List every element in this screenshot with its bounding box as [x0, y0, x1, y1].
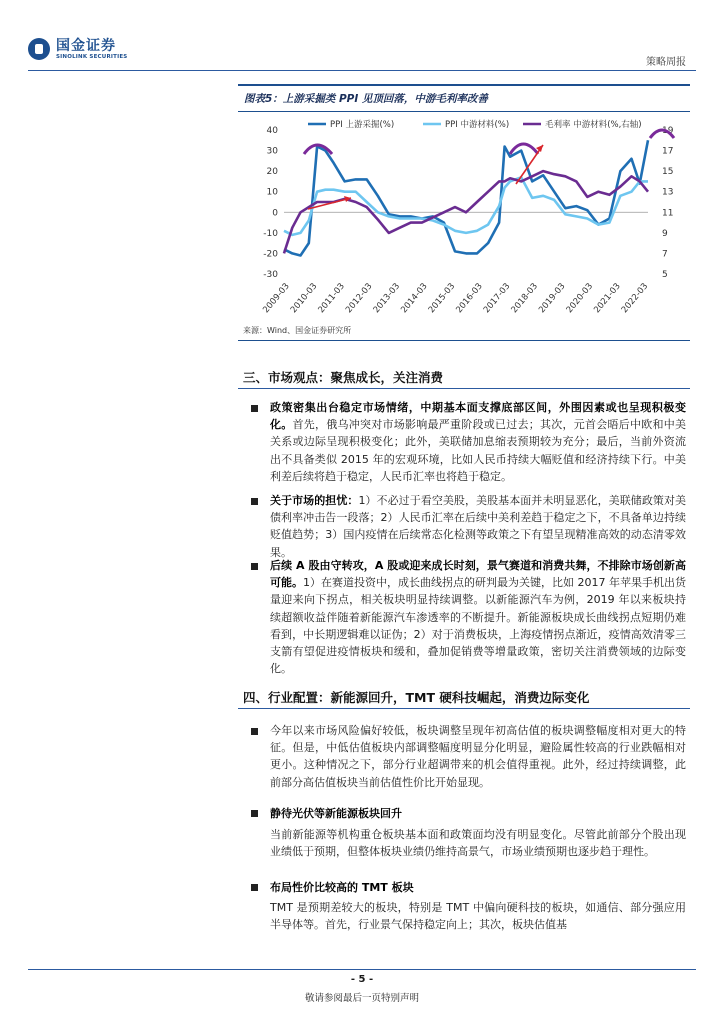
bullet-icon	[251, 405, 258, 412]
figure-source: 来源：Wind、国金证券研究所	[243, 326, 352, 335]
bullet-icon	[251, 884, 258, 891]
x-tick-label: 2012-03	[344, 281, 375, 316]
header-divider	[28, 70, 696, 71]
y-left-tick-label: 10	[266, 187, 278, 198]
report-type: 策略周报	[646, 57, 686, 68]
figure-title-bar	[238, 84, 690, 112]
page-number: - 5 -	[350, 974, 374, 985]
market-view-1: 政策密集出台稳定市场情绪，中期基本面支撑底部区间，外围因素或也呈现积极变化。首先，俄乌冲突对市场影响最严重阶段或已过去；其次，元首会晤后中欧和中美关系或边际呈现积极变化；此外，美联储加息缩表预期较为充分；最后，当前外资流出不具备类似 2015 年的宏观环境，比如人民币持续大幅贬值和经济持续下行。中美利差后续将趋于稳定，人民币汇率也将趋于稳定。	[270, 401, 686, 483]
y-right-tick-label: 17	[662, 146, 674, 157]
bullet-icon	[251, 728, 258, 735]
x-tick-label: 2011-03	[316, 281, 347, 316]
x-tick-label: 2013-03	[371, 281, 403, 316]
footer-divider	[28, 969, 696, 970]
section4-divider	[238, 708, 690, 709]
x-tick-label: 2010-03	[288, 281, 320, 316]
legend-label: PPI 中游材料(%)	[445, 120, 510, 130]
industry-intro: 今年以来市场风险偏好较低，板块调整呈现年初高估值的板块调整幅度相对更大的特征。但是，中低估值板块内部调整幅度明显分化明显，避险属性较高的行业跌幅相对更小。这种情况之下，部分行业超调带来的机会值得重视。此外，经过持续调整，此前部分高估值板块当前估值性价比开始显现。	[270, 724, 686, 789]
x-tick-label: 2022-03	[619, 281, 651, 316]
x-tick-label: 2019-03	[537, 281, 568, 316]
y-right-tick-label: 19	[662, 126, 674, 136]
y-left-tick-label: 20	[266, 167, 278, 178]
sub-heading-new-energy: 静待光伏等新能源板块回升	[270, 807, 402, 820]
y-left-tick-label: 0	[272, 208, 278, 219]
figure-title: 图表5：上游采掘类 PPI 见顶回落，中游毛利率改善	[244, 93, 488, 105]
x-tick-label: 2009-03	[261, 281, 292, 316]
logo-cn: 国金证券	[56, 38, 116, 54]
y-right-tick-label: 15	[662, 167, 674, 178]
market-view-2: 关于市场的担忧：1）不必过于看空美股，美股基本面并未明显恶化，美联储政策对美债利率冲击告一段落；2）人民币汇率在后续中美利差趋于稳定之下，不具备单边持续贬值趋势；3）国内疫情在后续常态化检测等政策之下有望呈现精准高效的动态清零效果。	[270, 494, 687, 559]
logo-icon	[28, 38, 50, 60]
market-view-3: 后续 A 股由守转攻，A 股或迎来成长时刻，景气赛道和消费共舞，不排除市场创新高可能。1）在赛道投资中，成长曲线拐点的研判最为关键，比如 2017 年苹果手机出货量迎来向下拐点，相关板块明显持续调整。以新能源汽车为例，2019 年以来板块持续超额收益伴随着新能源汽车渗透率的不断提升。新能源板块成长曲线拐点短期仍难看到，中长期逻辑难以证伪；2）对于消费板块，上海疫情拐点渐近，疫情高效清零三支箭有望促进疫情板块和缓和，叠加促销费等增量政策，密切关注消费领域的边际变化。	[270, 559, 687, 676]
y-right-tick-label: 7	[662, 249, 668, 260]
section3-divider	[238, 388, 690, 389]
x-tick-label: 2015-03	[426, 281, 458, 316]
x-tick-label: 2021-03	[592, 281, 623, 316]
y-left-tick-label: -10	[263, 228, 278, 239]
x-tick-label: 2014-03	[399, 281, 430, 316]
bullet-icon	[251, 563, 258, 570]
x-tick-label: 2016-03	[454, 281, 485, 316]
y-right-tick-label: 11	[662, 208, 674, 219]
peak-arc-2	[510, 144, 538, 154]
legend-label: PPI 上游采掘(%)	[330, 120, 395, 130]
legend-label: 毛利率 中游材料(%,右轴)	[545, 120, 642, 130]
bullet-icon	[251, 810, 258, 817]
x-tick-label: 2020-03	[564, 281, 596, 316]
ppi-chart	[238, 112, 690, 322]
sub-heading-tmt: 布局性价比较高的 TMT 板块	[270, 881, 414, 894]
y-left-tick-label: -20	[263, 249, 278, 260]
y-right-tick-label: 13	[662, 187, 674, 198]
x-tick-label: 2017-03	[481, 281, 513, 316]
series-line-2	[284, 177, 648, 235]
company-logo	[28, 38, 127, 60]
logo-en: SINOLINK SECURITIES	[56, 54, 128, 60]
y-right-tick-label: 5	[662, 270, 668, 280]
y-left-tick-label: -30	[263, 270, 278, 280]
tmt-text: TMT 是预期差较大的板块，特别是 TMT 中偏向硬科技的板块，如通信、部分强应用半导体等。首先，行业景气保持稳定向上；其次，板块估值基	[270, 901, 686, 932]
y-left-tick-label: 40	[266, 126, 278, 136]
section4-title: 四、行业配置：新能源回升，TMT 硬科技崛起，消费边际变化	[243, 690, 590, 705]
figure-bottom-line	[238, 340, 690, 341]
new-energy-text: 当前新能源等机构重仓板块基本面和政策面均没有明显变化。尽管此前部分个股出现业绩低于预期，但整体板块业绩仍维持高景气，市场业绩预期也逐步趋于理性。	[270, 828, 686, 859]
series-line-1	[284, 140, 648, 255]
y-right-tick-label: 9	[662, 228, 668, 239]
x-tick-label: 2018-03	[509, 281, 540, 316]
y-left-tick-label: 30	[266, 146, 278, 157]
section3-title: 三、市场观点：聚焦成长，关注消费	[243, 370, 444, 385]
disclaimer: 敬请参阅最后一页特别声明	[304, 993, 419, 1004]
bullet-icon	[251, 498, 258, 505]
